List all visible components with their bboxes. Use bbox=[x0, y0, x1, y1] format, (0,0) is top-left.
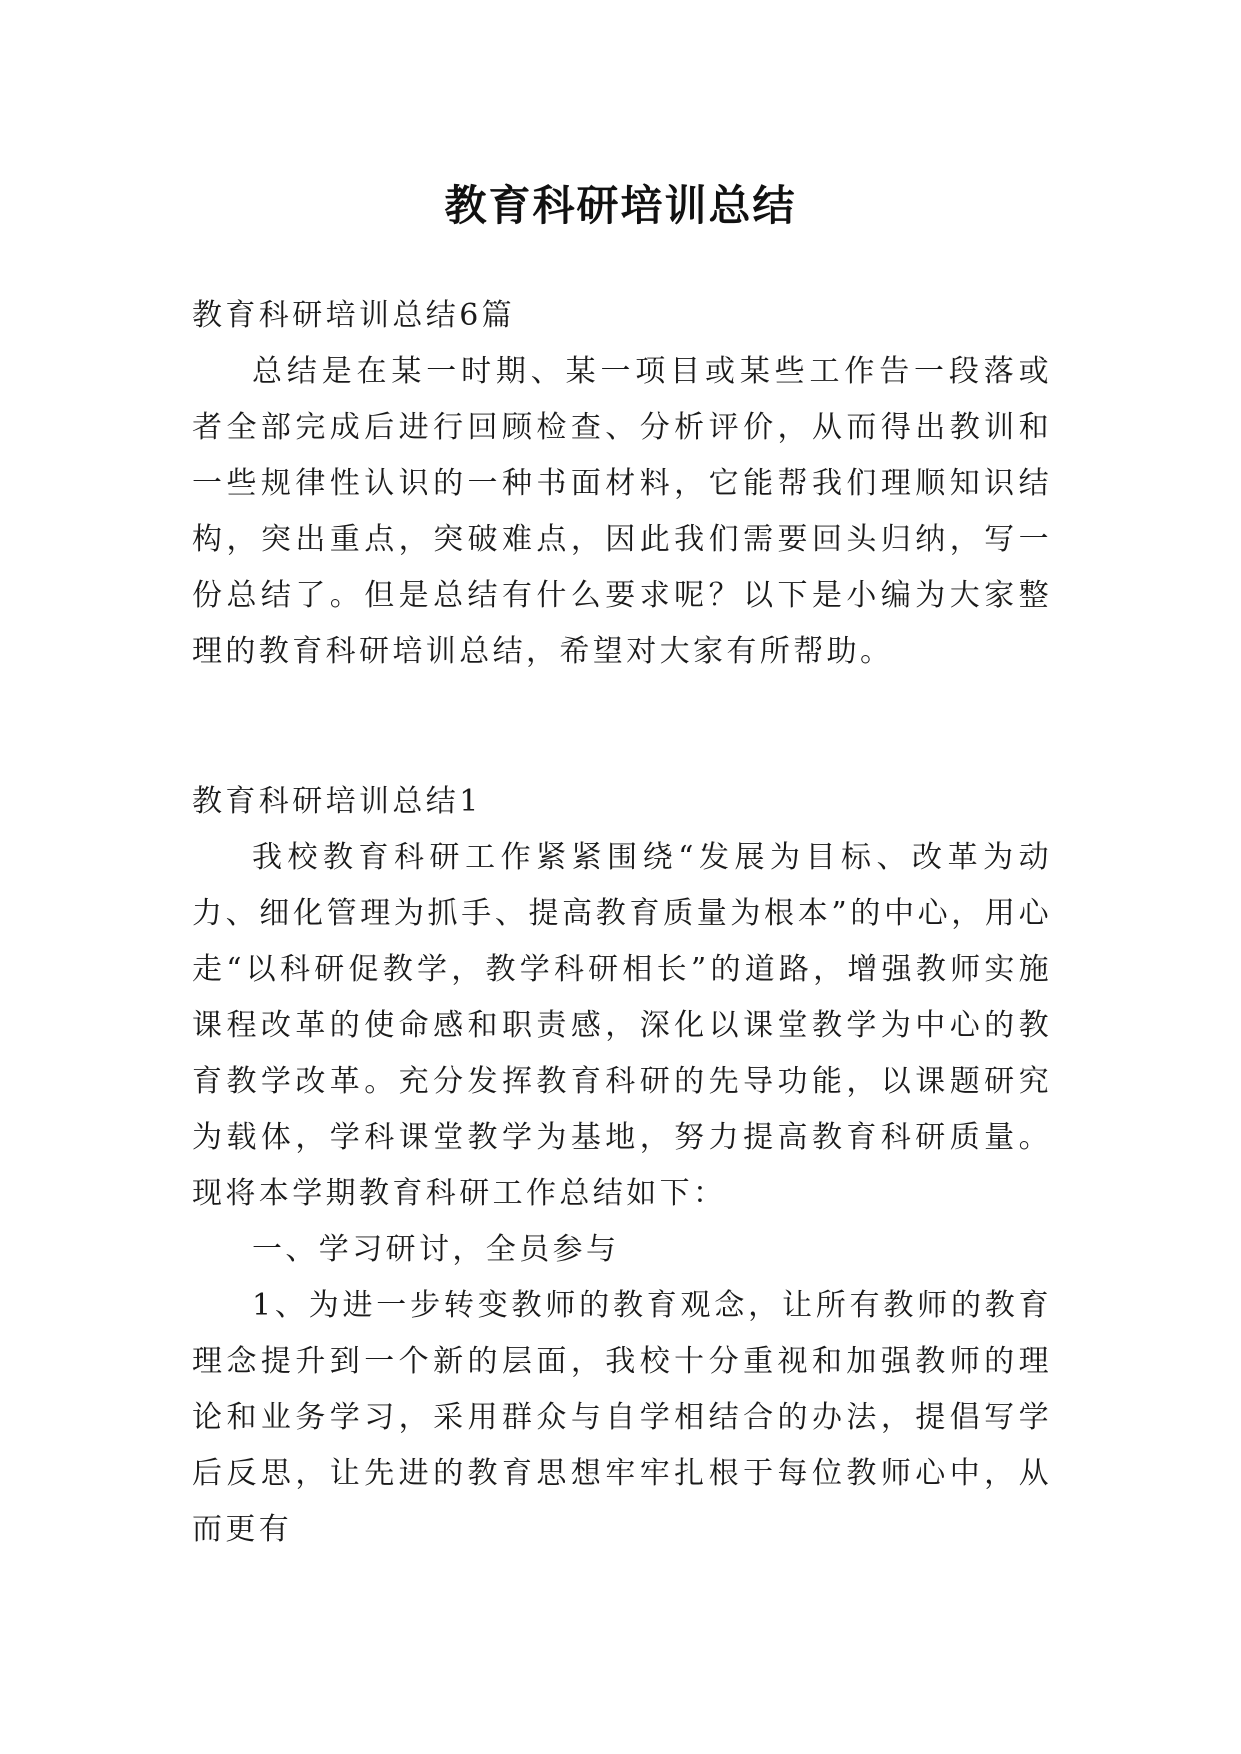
section-1-heading: 教育科研培训总结1 bbox=[192, 784, 482, 819]
section-1-paragraph-1: 我校教育科研工作紧紧围绕“发展为目标、改革为动力、细化管理为抓手、提高教育质量为根本”的中心，用心走“以科研促教学，教学科研相长”的道路，增强教师实施课程改革的使命感和职责感，深化以课堂教学为中心的教育教学改革。充分发挥教育科研的先导功能，以课题研究为载体，学科课堂教学为基地，努力提高教育科研质量。现将本学期教育科研工作总结如下： bbox=[192, 840, 1052, 1211]
section-1-subheading: 一、学习研讨，全员参与 bbox=[252, 1232, 620, 1267]
intro-block bbox=[192, 288, 1052, 680]
intro-paragraph: 总结是在某一时期、某一项目或某些工作告一段落或者全部完成后进行回顾检查、分析评价，从而得出教训和一些规律性认识的一种书面材料，它能帮我们理顺知识结构，突出重点，突破难点，因此我们需要回头归纳，写一份总结了。但是总结有什么要求呢？以下是小编为大家整理的教育科研培训总结，希望对大家有所帮助。 bbox=[192, 354, 1052, 669]
section-1-paragraph-2: 1、为进一步转变教师的教育观念，让所有教师的教育理念提升到一个新的层面，我校十分重视和加强教师的理论和业务学习，采用群众与自学相结合的办法，提倡写学后反思，让先进的教育思想牢牢扎根于每位教师心中，从而更有 bbox=[192, 1288, 1052, 1547]
section-1 bbox=[192, 774, 1052, 1558]
document-title: 教育科研培训总结 bbox=[444, 181, 797, 231]
document-subtitle: 教育科研培训总结6篇 bbox=[192, 298, 516, 333]
